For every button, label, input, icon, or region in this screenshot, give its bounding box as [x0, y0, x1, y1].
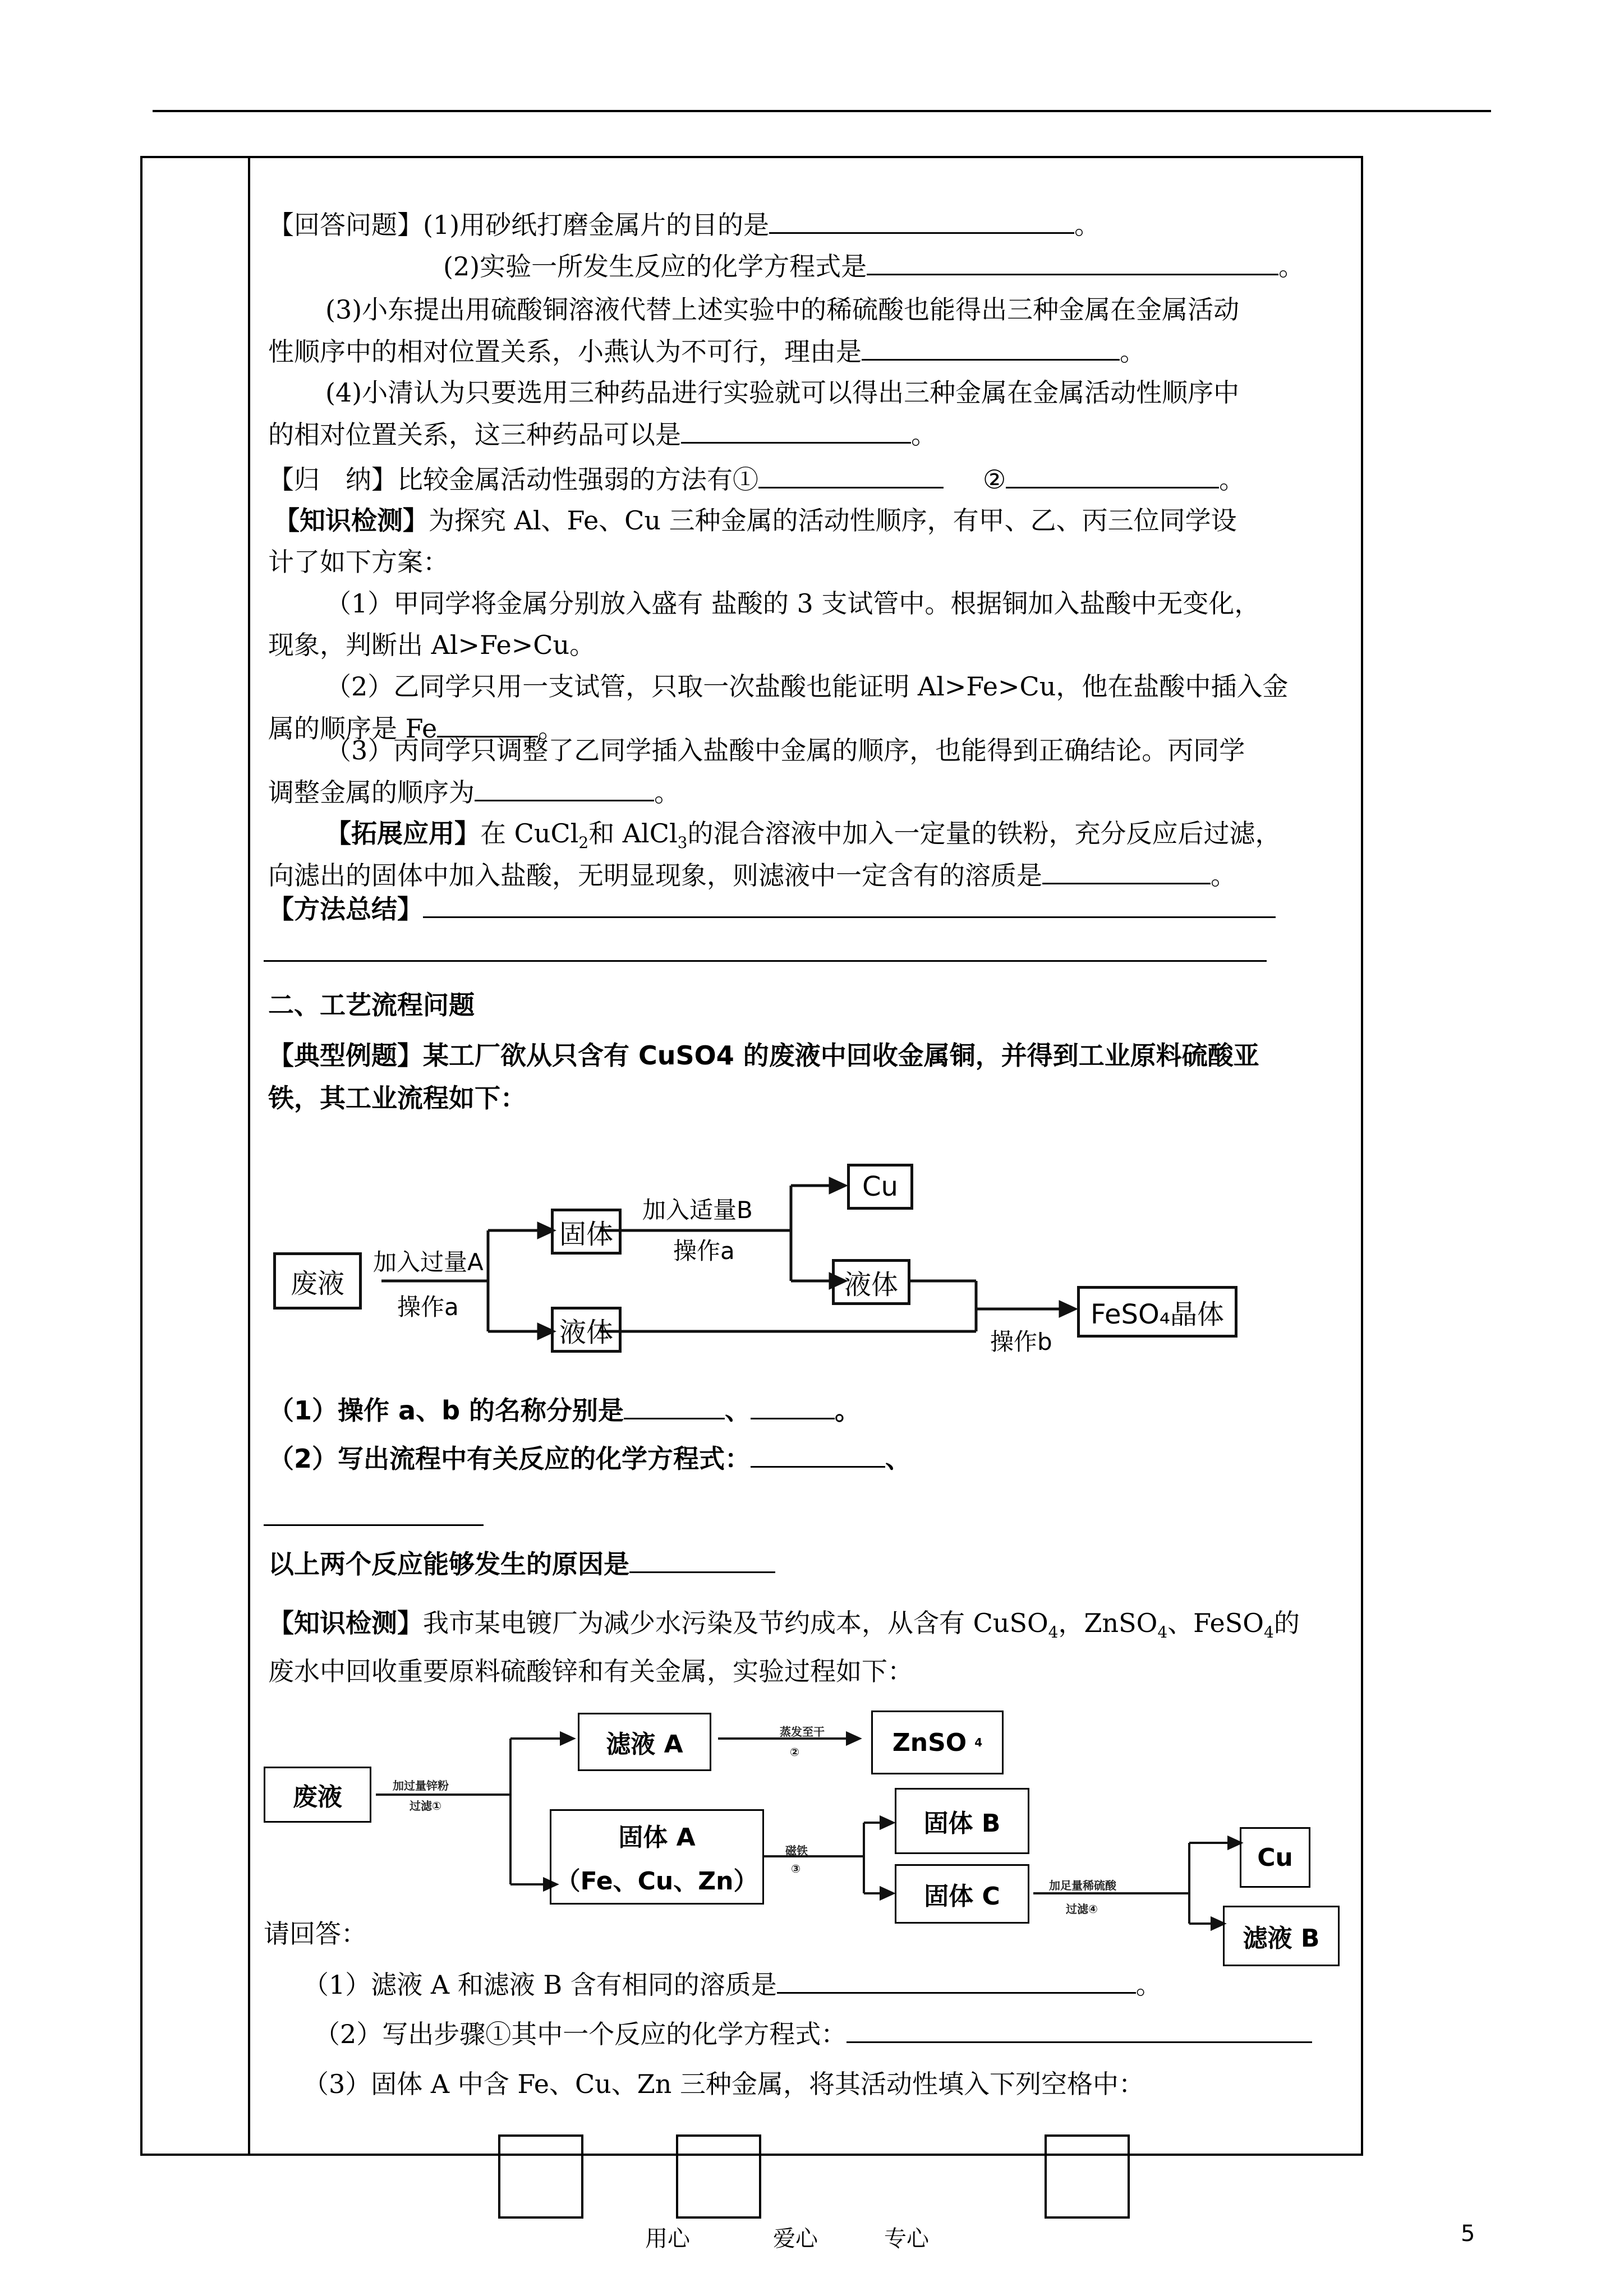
- summary-line: 【归 纳】比较金属活动性强弱的方法有① ② 。: [268, 462, 1245, 496]
- extension-line2: 向滤出的固体中加入盐酸，无明显现象，则滤液中一定含有的溶质是 。: [268, 858, 1236, 892]
- typical-example-line2: 铁，其工业流程如下：: [268, 1083, 526, 1113]
- question-1: 【回答问题】(1)用砂纸打磨金属片的目的是 。: [268, 208, 1100, 242]
- flow-1-liquid-box: 液体: [551, 1307, 622, 1353]
- flow-1-question-1: （1）操作 a、b 的名称分别是 、 。: [268, 1393, 861, 1427]
- flow-1-op-a2-label: 操作a: [673, 1237, 735, 1265]
- flow-2-filtrate-b-box: 滤液 B: [1223, 1906, 1340, 1966]
- footer-motto-1: 用心: [645, 2226, 690, 2252]
- knowledge-check-2-line2: 废水中回收重要原料硫酸锌和有关金属，实验过程如下：: [268, 1656, 913, 1686]
- flow-2-step2-label: 蒸发至干: [780, 1725, 825, 1739]
- flow-2-step2b-label: ②: [790, 1745, 799, 1759]
- section-2-title: 二、工艺流程问题: [268, 990, 475, 1020]
- flow-2-solid-b-box: 固体 B: [895, 1788, 1029, 1854]
- flow-1-waste-box: 废液: [273, 1252, 362, 1310]
- flow-2-step4-label: 加足量稀硫酸: [1049, 1879, 1116, 1892]
- knowledge-check-1-line1: 【知识检测】为探究 Al、Fe、Cu 三种金属的活动性顺序，有甲、乙、丙三位同学设: [274, 505, 1237, 536]
- knowledge-check-2-line1: 【知识检测】我市某电镀厂为减少水污染及节约成本，从含有 CuSO$_4$，ZnSO$_4$、FeSO$_4$的: [268, 1608, 1300, 1642]
- flow-1-feso4-box: FeSO₄晶体: [1077, 1286, 1237, 1338]
- activity-answer-box-1[interactable]: [498, 2134, 583, 2219]
- question-4-line2: 的相对位置关系，这三种药品可以是 。: [268, 417, 937, 451]
- flow-1-liquid2-box: 液体: [832, 1259, 910, 1305]
- flow-1-answer-rule: [264, 1524, 484, 1526]
- flow-1-op-a-label: 操作a: [397, 1293, 459, 1321]
- flow-2-solid-c-box: 固体 C: [895, 1864, 1029, 1924]
- answer-2: （2）写出步骤①其中一个反应的化学方程式：: [314, 2017, 1312, 2051]
- flow-2-step3b-label: ③: [791, 1862, 801, 1875]
- reason-question: 以上两个反应能够发生的原因是: [268, 1547, 775, 1581]
- flow-2-znso4-box: ZnSO 4: [871, 1711, 1004, 1774]
- flow-1-op-b-label: 操作b: [990, 1328, 1052, 1356]
- question-3-line2: 性顺序中的相对位置关系，小燕认为不可行，理由是 。: [268, 334, 1145, 368]
- flow-2-waste-box: 废液: [264, 1767, 371, 1823]
- question-4-line1: (4)小清认为只要选用三种药品进行实验就可以得出三种金属在金属活动性顺序中: [325, 377, 1240, 408]
- flow-1-solid-box: 固体: [551, 1209, 622, 1255]
- flow-2-filtrate-a-box: 滤液 A: [578, 1713, 711, 1771]
- extension-line1: 【拓展应用】在 CuCl$_2$和 AlCl$_3$的混合溶液中加入一定量的铁粉，充分反应后过滤，: [325, 818, 1281, 852]
- method-summary: 【方法总结】: [268, 892, 1276, 926]
- plan-1-line2: 现象，判断出 Al>Fe>Cu。: [268, 630, 596, 660]
- plan-3-line2: 调整金属的顺序为 。: [268, 775, 680, 809]
- flow-1-add-b-label: 加入适量B: [642, 1196, 753, 1224]
- header-rule: [153, 110, 1491, 112]
- question-2: (2)实验一所发生反应的化学方程式是 。: [443, 249, 1304, 283]
- flow-2-step4b-label: 过滤④: [1066, 1902, 1098, 1916]
- flow-2-connectors: [264, 1705, 1363, 1997]
- flow-1-question-2: （2）写出流程中有关反应的化学方程式： 、: [268, 1441, 911, 1476]
- typical-example-line1: 【典型例题】某工厂欲从只含有 CuSO4 的废液中回收金属铜，并得到工业原料硫酸亚: [268, 1040, 1259, 1071]
- flow-1-add-a-label: 加入过量A: [373, 1248, 484, 1276]
- flow-2-solid-a-box: 固体 A （Fe、Cu、Zn）: [550, 1809, 764, 1905]
- flow-2-step1b-label: 过滤①: [410, 1799, 441, 1813]
- footer-motto-3: 专心: [884, 2226, 929, 2252]
- footer-motto-2: 爱心: [773, 2226, 818, 2252]
- flow-2-cu-box: Cu: [1240, 1827, 1310, 1888]
- plan-2-line1: （2）乙同学只用一支试管，只取一次盐酸也能证明 Al>Fe>Cu，他在盐酸中插入金: [325, 671, 1289, 702]
- plan-1-line1: （1）甲同学将金属分别放入盛有 盐酸的 3 支试管中。根据铜加入盐酸中无变化，: [325, 588, 1260, 619]
- answer-3: （3）固体 A 中含 Fe、Cu、Zn 三种金属，将其活动性填入下列空格中：: [303, 2069, 1145, 2099]
- question-3-line1: (3)小东提出用硫酸铜溶液代替上述实验中的稀硫酸也能得出三种金属在金属活动: [325, 294, 1240, 325]
- flow-2-step3-label: 磁铁: [785, 1844, 808, 1857]
- please-answer: 请回答：: [264, 1919, 367, 1949]
- table-column-divider: [248, 156, 250, 2156]
- method-summary-rule: [264, 960, 1267, 962]
- page-number: 5: [1461, 2221, 1475, 2247]
- activity-answer-box-3[interactable]: [1045, 2134, 1130, 2219]
- answer-1: （1）滤液 A 和滤液 B 含有相同的溶质是 。: [303, 1967, 1162, 2002]
- plan-2-line2: 属的顺序是 Fe 。: [268, 711, 564, 745]
- knowledge-check-1-line2: 计了如下方案：: [268, 547, 449, 577]
- flow-2-step1-label: 加过量锌粉: [393, 1779, 449, 1792]
- plan-3-line1: （3）丙同学只调整了乙同学插入盐酸中金属的顺序，也能得到正确结论。丙同学: [325, 735, 1245, 766]
- flow-1-cu-box: Cu: [847, 1164, 913, 1210]
- activity-answer-box-2[interactable]: [676, 2134, 761, 2219]
